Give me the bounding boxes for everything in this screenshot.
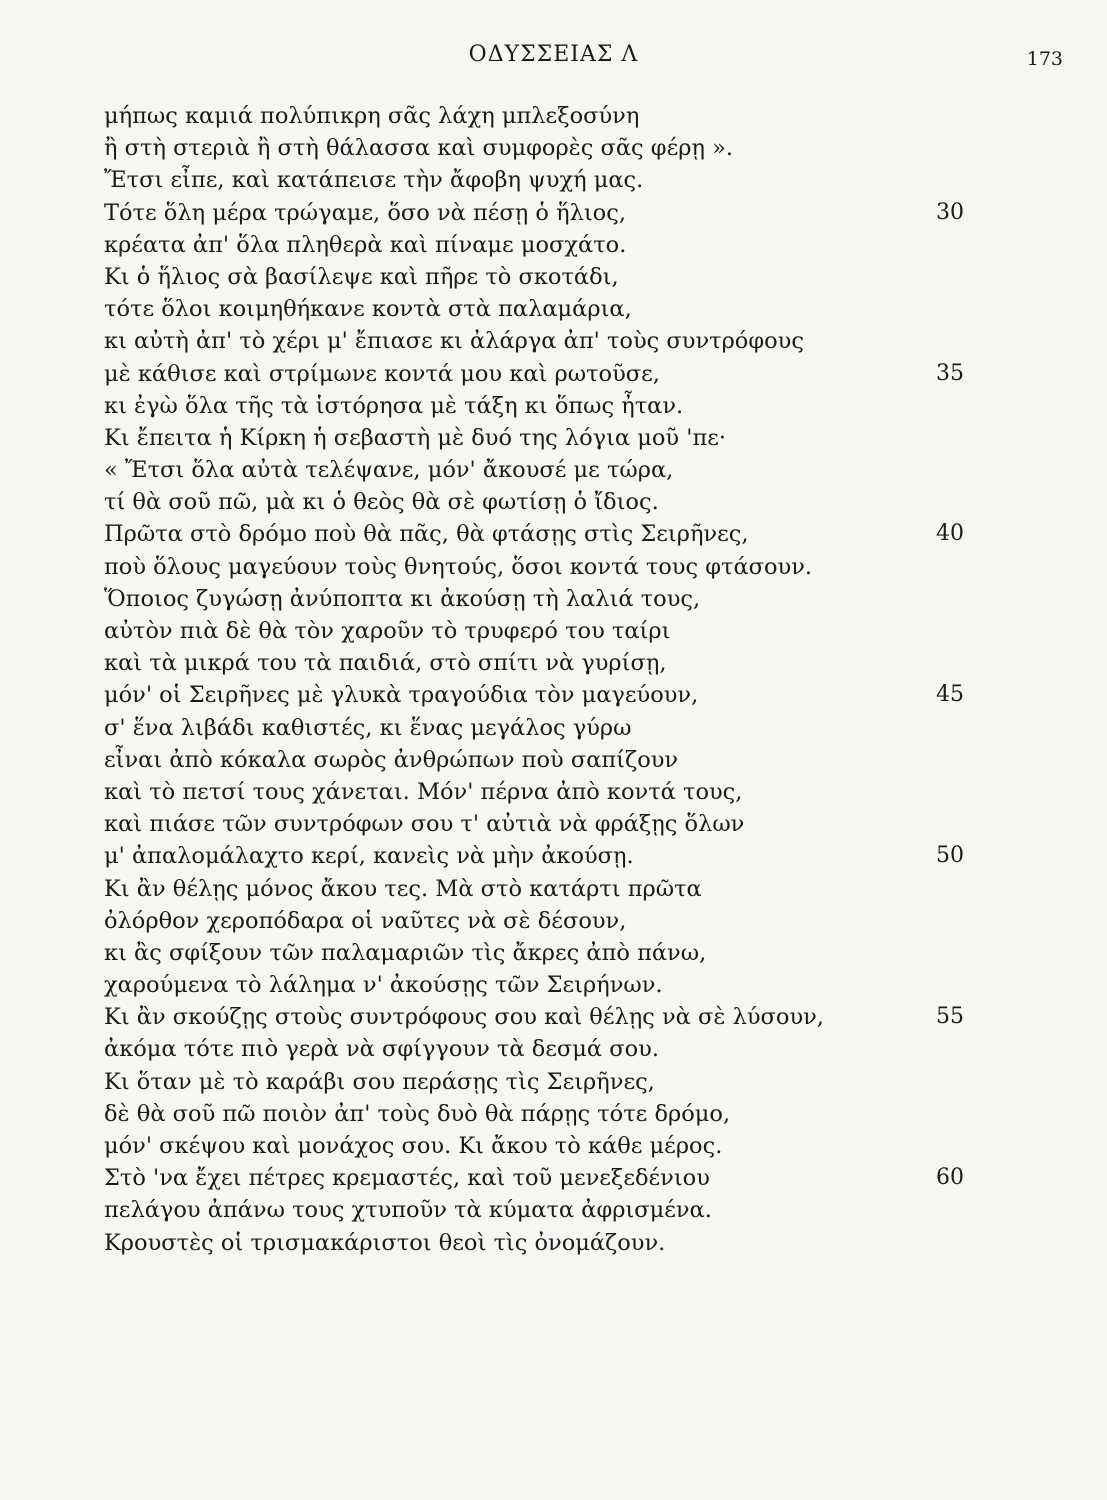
verse-line <box>104 969 964 1001</box>
verse-text: ὀλόρθον χεροπόδαρα οἱ ναῦτες νὰ σὲ δέσουν, <box>104 907 627 934</box>
verse-text: Κι ὅταν μὲ τὸ καράβι σου περάσῃς τὶς Σειρῆνες, <box>104 1068 655 1095</box>
verse-text: Ἔτσι εἶπε, καὶ κατάπεισε τὴν ἄφοβη ψυχή μας. <box>104 167 644 194</box>
verse-line <box>104 905 964 937</box>
verse-line <box>104 1033 964 1065</box>
verse-line <box>104 1066 964 1098</box>
verse-line <box>104 937 964 969</box>
verse-text: Κι ἔπειτα ἡ Κίρκη ἡ σεβαστὴ μὲ δυό της λόγια μοῦ 'πε· <box>104 424 727 451</box>
verse-line <box>104 873 964 905</box>
verse-line <box>104 100 964 132</box>
verse-line <box>104 744 964 776</box>
verse-line <box>104 518 964 550</box>
verse-line <box>104 390 964 422</box>
verse-line <box>104 776 964 808</box>
verse-line <box>104 261 964 293</box>
verse-text: κι ἐγὼ ὅλα τῆς τὰ ἱστόρησα μὲ τάξη κι ὅπως ἦταν. <box>104 392 684 419</box>
verse-text: μήπως καμιά πολύπικρη σᾶς λάχη μπλεξοσύνη <box>104 103 640 129</box>
verse-text: Κι ὁ ἥλιος σὰ βασίλεψε καὶ πῆρε τὸ σκοτάδι, <box>104 263 619 290</box>
verse-text: κρέατα ἀπ' ὅλα πληθερὰ καὶ πίναμε μοσχάτο. <box>104 231 627 258</box>
verse-text: ἢ στὴ στεριὰ ἢ στὴ θάλασσα καὶ συμφορὲς σᾶς φέρῃ ». <box>104 135 734 162</box>
verse-text: μόν' σκέψου καὶ μονάχος σου. Κι ἄκου τὸ κάθε μέρος. <box>104 1133 723 1159</box>
verse-text: μὲ κάθισε καὶ στρίμωνε κοντά μου καὶ ρωτοῦσε, <box>104 360 660 387</box>
line-number: 55 <box>936 1004 964 1030</box>
verse-text: ἀκόμα τότε πιὸ γερὰ νὰ σφίγγουν τὰ δεσμά σου. <box>104 1036 659 1063</box>
verse-line <box>104 1162 964 1194</box>
verse-line <box>104 583 964 615</box>
line-number: 60 <box>936 1165 964 1191</box>
verse-text: τί θὰ σοῦ πῶ, μὰ κι ὁ θεὸς θὰ σὲ φωτίσῃ ὁ ἴδιος. <box>104 489 659 516</box>
verse-text: τότε ὅλοι κοιμηθήκανε κοντὰ στὰ παλαμάρια, <box>104 296 632 323</box>
verse-line <box>104 1098 964 1130</box>
verse-line <box>104 454 964 486</box>
verse-line <box>104 358 964 390</box>
verse-line <box>104 197 964 229</box>
verse-line <box>104 808 964 840</box>
verse-text: κι ἂς σφίξουν τῶν παλαμαριῶν τὶς ἄκρες ἀπὸ πάνω, <box>104 939 707 966</box>
verse-line <box>104 1194 964 1226</box>
verse-line <box>104 132 964 164</box>
verse-text: χαρούμενα τὸ λάλημα ν' ἀκούσῃς τῶν Σειρήνων. <box>104 972 663 999</box>
verse-line <box>104 1001 964 1033</box>
verse-text: καὶ τὰ μικρά του τὰ παιδιά, στὸ σπίτι νὰ γυρίσῃ, <box>104 650 667 677</box>
verse-text: μόν' οἱ Σειρῆνες μὲ γλυκὰ τραγούδια τὸν μαγεύουν, <box>104 682 699 709</box>
line-number: 50 <box>936 843 964 869</box>
verse-text: εἶναι ἀπὸ κόκαλα σωρὸς ἀνθρώπων ποὺ σαπίζουν <box>104 746 679 773</box>
verse-line <box>104 293 964 325</box>
verse-line <box>104 679 964 711</box>
verse-line <box>104 325 964 357</box>
verse-text: κι αὐτὴ ἀπ' τὸ χέρι μ' ἔπιασε κι ἀλάργα ἀπ' τοὺς συντρόφους <box>104 328 804 355</box>
verse-text: Κι ἂν σκούζῃς στοὺς συντρόφους σου καὶ θέλῃς νὰ σὲ λύσουν, <box>104 1004 824 1031</box>
verse-line <box>104 229 964 261</box>
verse-line <box>104 840 964 872</box>
verse-text: μ' ἀπαλομάλαχτο κερί, κανεὶς νὰ μὴν ἀκούσῃ. <box>104 843 634 870</box>
verse-text: ποὺ ὅλους μαγεύουν τοὺς θνητούς, ὅσοι κοντά τους φτάσουν. <box>104 553 813 580</box>
verse-text: Κρουστὲς οἱ τρισμακάριστοι θεοὶ τὶς ὀνομάζουν. <box>104 1229 666 1256</box>
page-number: 173 <box>1026 48 1063 70</box>
verse-line <box>104 164 964 196</box>
verse-line <box>104 486 964 518</box>
verse-line <box>104 1130 964 1162</box>
verse-text: αὐτὸν πιὰ δὲ θὰ τὸν χαροῦν τὸ τρυφερό του ταίρι <box>104 618 671 644</box>
running-title: ΟΔΥΣΣΕΙΑΣ Λ <box>468 42 639 67</box>
verse-text: Πρῶτα στὸ δρόμο ποὺ θὰ πᾶς, θὰ φτάσῃς στὶς Σειρῆνες, <box>104 521 749 548</box>
verse-text: πελάγου ἀπάνω τους χτυποῦν τὰ κύματα ἀφρισμένα. <box>104 1197 712 1224</box>
verse-text: Τότε ὅλη μέρα τρώγαμε, ὅσο νὰ πέσῃ ὁ ἥλιος, <box>104 199 626 226</box>
line-number: 35 <box>936 360 964 386</box>
verse-line <box>104 647 964 679</box>
line-number: 45 <box>936 682 964 708</box>
verse-line <box>104 615 964 647</box>
verse-text: σ' ἕνα λιβάδι καθιστές, κι ἕνας μεγάλος γύρω <box>104 714 632 741</box>
verse-line <box>104 551 964 583</box>
verse-text: Στὸ 'να ἔχει πέτρες κρεμαστές, καὶ τοῦ μενεξεδένιου <box>104 1165 710 1192</box>
verse-text: Κι ἂν θέλῃς μόνος ἄκου τες. Μὰ στὸ κατάρτι πρῶτα <box>104 875 702 902</box>
verse-text: καὶ πιάσε τῶν συντρόφων σου τ' αὐτιὰ νὰ φράξῃς ὅλων <box>104 811 745 838</box>
verse-text: « Ἔτσι ὅλα αὐτὰ τελέψανε, μόν' ἄκουσέ με τώρα, <box>104 457 674 484</box>
line-number: 40 <box>936 521 964 547</box>
line-number: 30 <box>936 199 964 225</box>
verse-line <box>104 422 964 454</box>
verse-list <box>104 100 964 1259</box>
verse-text: δὲ θὰ σοῦ πῶ ποιὸν ἀπ' τοὺς δυὸ θὰ πάρῃς τότε δρόμο, <box>104 1100 731 1127</box>
verse-text: καὶ τὸ πετσί τους χάνεται. Μόν' πέρνα ἀπὸ κοντά τους, <box>104 778 743 805</box>
verse-line <box>104 712 964 744</box>
verse-line <box>104 1227 964 1259</box>
verse-text: Ὅποιος ζυγώσῃ ἀνύποπτα κι ἀκούσῃ τὴ λαλιά τους, <box>104 585 701 612</box>
